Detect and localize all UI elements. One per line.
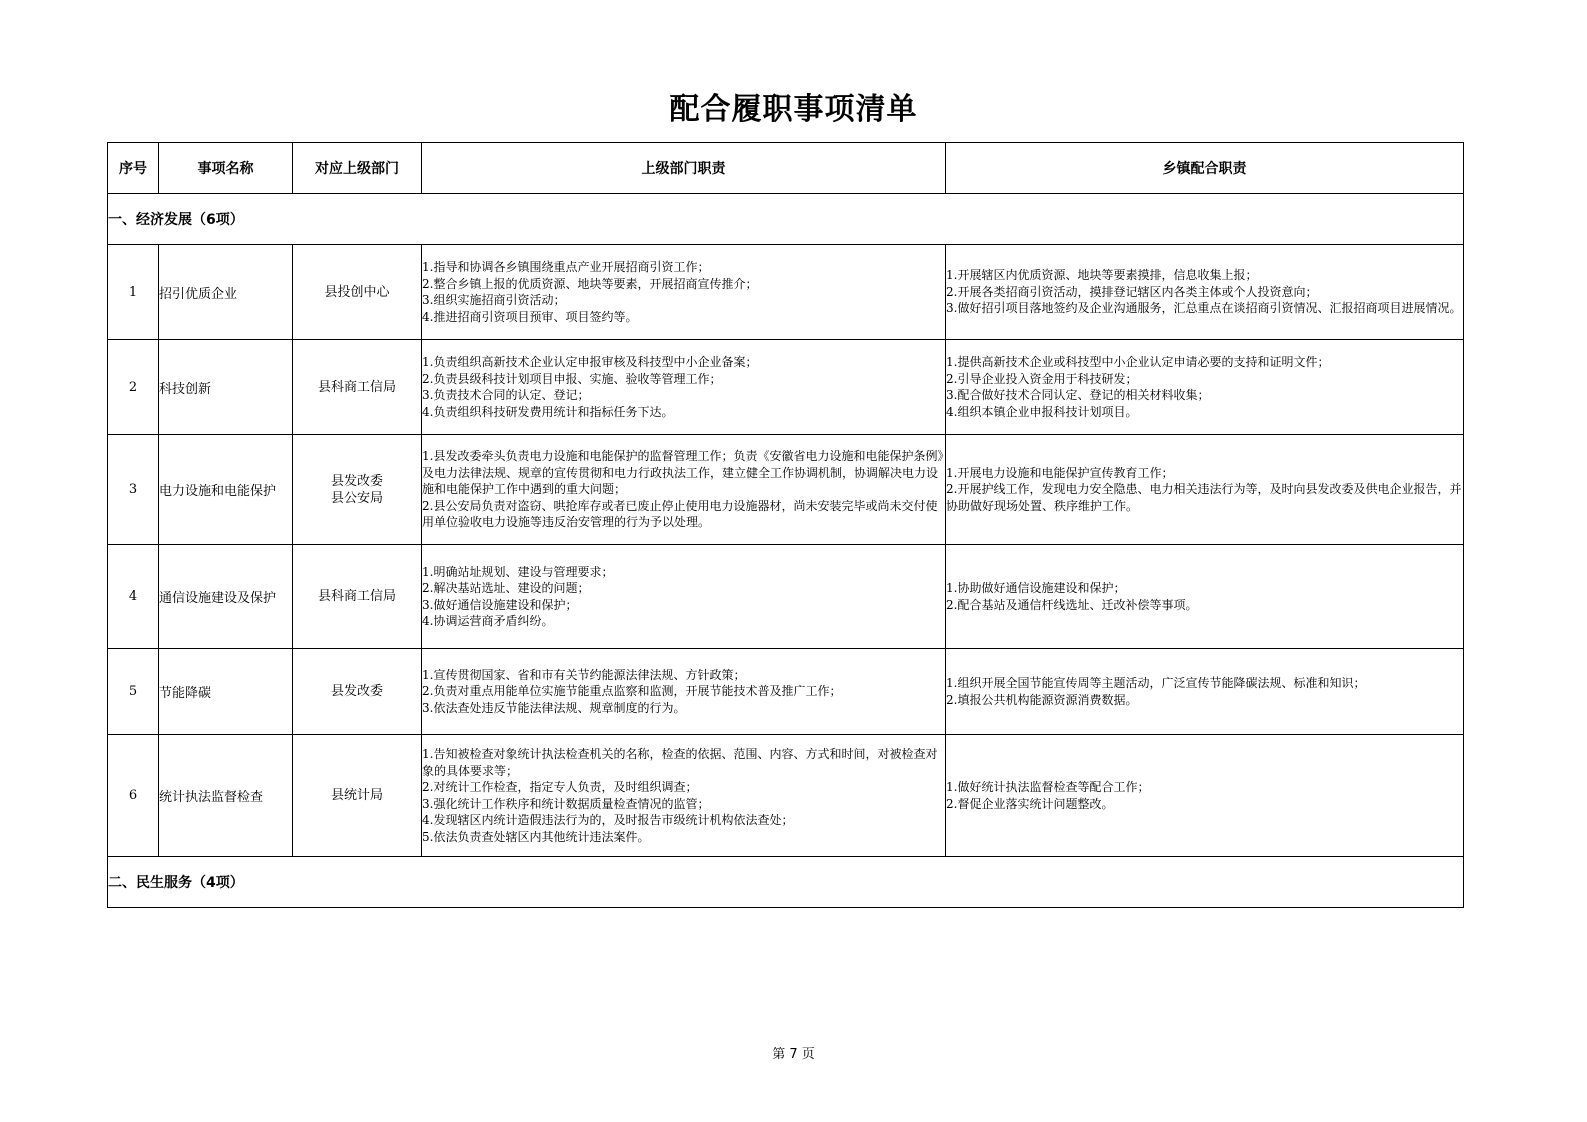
row-number: 5 [108,649,159,735]
town-duty [946,340,1464,435]
section-row [108,194,1464,245]
row-number: 2 [108,340,159,435]
town-duty-line: 3.做好招引项目落地签约及企业沟通服务，汇总重点在谈招商引资情况、汇报招商项目进展情况。 [946,301,1462,316]
department-line: 县科商工信局 [317,589,396,604]
item-name: 招引优质企业 [159,245,293,340]
town-duty-line: 4.组织本镇企业申报科技计划项目。 [946,404,1138,419]
upper-duty-line: 4.推进招商引资项目预审、项目签约等。 [422,309,638,324]
department-line: 县发改委 [330,684,383,699]
table-header-row [108,143,1464,194]
upper-duty-line: 3.组织实施招商引资活动； [422,293,566,307]
upper-duty [422,245,946,340]
department [293,545,422,649]
town-duty-line: 1.开展电力设施和电能保护宣传教育工作； [946,465,1174,480]
row-number: 3 [108,435,159,545]
upper-duty-line: 1.县发改委牵头负责电力设施和电能保护的监督管理工作；负责《安徽省电力设施和电能保护条例》及电力法律法规、规章的宣传贯彻和电力行政执法工作，建立健全工作协调机制，协调解决电力设施和电能保护工作中遇到的重大问题； [422,449,944,497]
section-row [108,857,1464,908]
town-duty-line: 2.填报公共机构能源资源消费数据。 [946,692,1138,707]
town-duty [946,649,1464,735]
table-body [108,194,1464,908]
department [293,245,422,340]
town-duty-line: 2.开展护线工作，发现电力安全隐患、电力相关违法行为等，及时向县发改委及供电企业报告，并协助做好现场处置、秩序维护工作。 [946,482,1462,513]
upper-duty-line: 4.协调运营商矛盾纠纷。 [422,614,554,628]
table-row [108,649,1464,735]
department-line: 县投创中心 [324,284,390,300]
upper-duty-line: 2.负责对重点用能单位实施节能重点监察和监测，开展节能技术普及推广工作； [422,684,842,699]
town-duty [946,245,1464,340]
upper-duty-line: 3.强化统计工作秩序和统计数据质量检查情况的监管； [422,796,710,811]
row-number: 1 [108,245,159,340]
town-duty-line: 1.做好统计执法监督检查等配合工作； [946,780,1150,794]
header-upper-duty: 上级部门职责 [422,143,946,194]
page-number: 第 7 页 [772,1047,815,1062]
item-name: 科技创新 [159,340,293,435]
item-name: 电力设施和电能保护 [159,435,293,545]
town-duty-line: 1.组织开展全国节能宣传周等主题活动，广泛宣传节能降碳法规、标准和知识； [946,676,1366,690]
town-duty [946,735,1464,857]
upper-duty-line: 2.解决基站选址、建设的问题； [422,581,590,595]
upper-duty-line: 1.告知被检查对象统计执法检查机关的名称，检查的依据、范围、内容、方式和时间，对被检查对象的具体要求等； [422,747,938,778]
item-name: 节能降碳 [159,649,293,735]
table-row [108,735,1464,857]
table-row [108,545,1464,649]
upper-duty [422,340,946,435]
department-line: 县公安局 [330,490,383,506]
upper-duty-line: 1.明确站址规划、建设与管理要求； [422,564,614,579]
row-number: 4 [108,545,159,649]
upper-duty-line: 1.宣传贯彻国家、省和市有关节约能源法律法规、方针政策； [422,667,746,682]
upper-duty-line: 5.依法负责查处辖区内其他统计违法案件。 [422,829,650,844]
header-seq: 序号 [108,143,159,194]
upper-duty [422,649,946,735]
town-duty [946,545,1464,649]
town-duty-line: 2.督促企业落实统计问题整改。 [946,796,1114,811]
upper-duty [422,435,946,545]
department-line: 县科商工信局 [317,379,396,395]
upper-duty-line: 1.指导和协调各乡镇围绕重点产业开展招商引资工作； [422,260,710,274]
table-row [108,340,1464,435]
department [293,435,422,545]
town-duty-line: 1.开展辖区内优质资源、地块等要素摸排，信息收集上报； [946,268,1258,283]
section-label: 二、民生服务（4项） [108,857,1464,908]
upper-duty-line: 2.负责县级科技计划项目申报、实施、验收等管理工作； [422,371,722,386]
town-duty-line: 2.配合基站及通信杆线选址、迁改补偿等事项。 [946,597,1198,612]
upper-duty-line: 4.发现辖区内统计造假违法行为的，及时报告市级统计机构依法查处； [422,813,794,827]
item-name: 通信设施建设及保护 [159,545,293,649]
town-duty-line: 1.提供高新技术企业或科技型中小企业认定申请必要的支持和证明文件； [946,355,1330,369]
header-town-duty: 乡镇配合职责 [946,143,1464,194]
upper-duty-line: 2.县公安局负责对盗窃、哄抢库存或者已废止停止使用电力设施器材，尚未安装完毕或尚未交付使用单位验收电力设施等违反治安管理的行为予以处理。 [422,498,938,530]
upper-duty [422,735,946,857]
item-name: 统计执法监督检查 [159,735,293,857]
town-duty-line: 2.引导企业投入资金用于科技研发； [946,371,1138,386]
town-duty-line: 2.开展各类招商引资活动，摸排登记辖区内各类主体或个人投资意向； [946,284,1318,299]
department-line: 县发改委 [330,473,383,489]
section-label: 一、经济发展（6项） [108,194,1464,245]
town-duty [946,435,1464,545]
table-row [108,245,1464,340]
upper-duty-line: 3.做好通信设施建设和保护； [422,597,578,612]
upper-duty-line: 3.依法查处违反节能法律法规、规章制度的行为。 [422,700,686,715]
row-number: 6 [108,735,159,857]
department [293,340,422,435]
page-title: 配合履职事项清单 [669,92,918,127]
department-line: 县统计局 [330,788,383,803]
table-row [108,435,1464,545]
upper-duty-line: 2.对统计工作检查，指定专人负责，及时组织调查； [422,780,698,794]
upper-duty-line: 4.负责组织科技研发费用统计和指标任务下达。 [422,404,674,419]
header-name: 事项名称 [159,143,293,194]
town-duty-line: 1.协助做好通信设施建设和保护； [946,581,1126,595]
upper-duty-line: 2.整合乡镇上报的优质资源、地块等要素，开展招商宣传推介； [422,276,758,291]
upper-duty [422,545,946,649]
duty-table [107,142,1464,908]
department [293,735,422,857]
department [293,649,422,735]
upper-duty-line: 1.负责组织高新技术企业认定申报审核及科技型中小企业备案； [422,355,758,369]
upper-duty-line: 3.负责技术合同的认定、登记； [422,388,590,402]
town-duty-line: 3.配合做好技术合同认定、登记的相关材料收集； [946,388,1210,402]
header-dept: 对应上级部门 [293,143,422,194]
